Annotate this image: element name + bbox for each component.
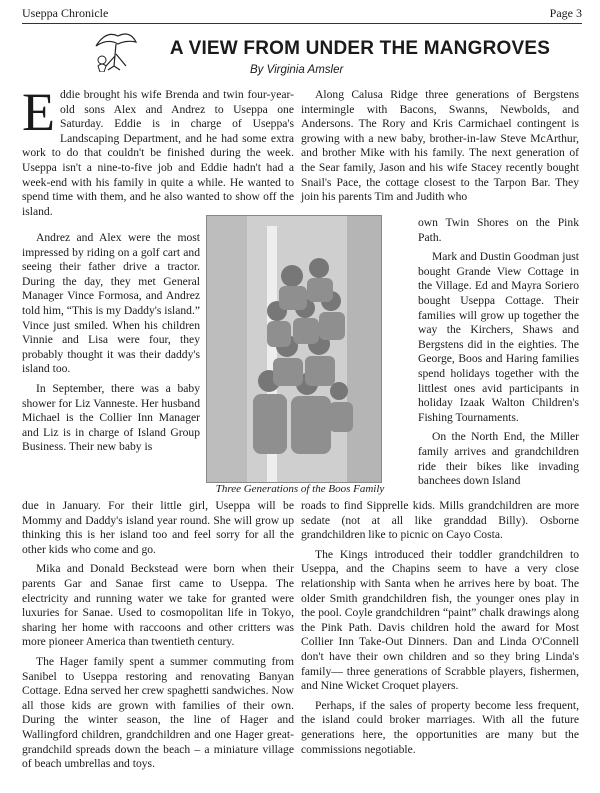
paragraph: On the North End, the Miller family arrives and grandchildren ride their bikes like invading banchees down Island — [418, 430, 579, 488]
family-photo — [206, 215, 382, 483]
paragraph: own Twin Shores on the Pink Path. — [418, 216, 579, 244]
paragraph: roads to find Sipprelle kids. Mills grandchildren are more sedate (not at all like granddad Billy). Osborne grandchildren like to picnic on Cayo Costa. — [301, 499, 579, 542]
column-right-top — [301, 88, 579, 210]
paragraph: Along Calusa Ridge three generations of Bergstens intermingle with Bacons, Swanns, Newbolds, and Andersons. The Rory and Kris Carmichael contingent is growing with a new baby, brother-in-law Steve McArthur, and brother Mike with his family. The next generation of the Sear family, Jason and his wife Stacey recently bought Snail's Pace, the cottage closest to the Tarpon Bar. They join his parents Tim and Judith who — [301, 88, 579, 204]
header-rule — [22, 23, 582, 24]
photo-caption: Three Generations of the Boos Family — [215, 483, 385, 495]
page-number: Page 3 — [549, 6, 582, 20]
publication-name: Useppa Chronicle — [22, 6, 109, 20]
paragraph: Perhaps, if the sales of property become less frequent, the island could broker marriages. With all the future generations here, the opportunities are many but the commissions negotiable. — [301, 698, 579, 756]
column-right-bottom — [301, 499, 579, 762]
byline: By Virginia Amsler — [250, 64, 344, 76]
mangrove-logo-icon — [86, 26, 142, 72]
paragraph: In September, there was a baby shower for Liz Vanneste. Her husband Michael is the Collier Inn Manager and Liz is in charge of Island Group Business. Their new baby is — [22, 381, 200, 454]
column-left-bottom — [22, 499, 294, 777]
paragraph: due in January. For their little girl, Useppa will be Mommy and Daddy's island year round. She will grow up thinking this is her island too and feel sorry for all the other kids who come and go. — [22, 499, 294, 556]
column-left-narrow — [22, 231, 200, 460]
paragraph: ddie brought his wife Brenda and twin four-year-old sons Alex and Andrez to Useppa one Saturday. Eddie is in charge of Useppa's Landscaping Department, and he had some extra work to do that couldn't be finished during the week. Useppa isn't a nine-to-five job and Eddie hadn't had a week-end with his family in quite a while. He wanted to spend time with them, and he also wanted to show off the island. — [22, 88, 294, 218]
column-left-top — [22, 82, 294, 224]
paragraph: Andrez and Alex were the most impressed by riding on a golf cart and seeing their father drive a tractor. During the day, they met General Manager Vince Formosa, and Andrez told him, “This is my Daddy's island.” Vince just smiled. When his children Vinnie and Lisa were four, they probably thought it was their daddy's island too. — [22, 231, 200, 376]
paragraph: Mark and Dustin Goodman just bought Grande View Cottage in the Village. Ed and Mayra Soriero bought Useppa Cottage. Their families will grow up together the way the Kirchers, Shaws and Bergstens did in the eighties. The George, Boos and Haring families spend holidays together with the littlest ones avid participants in holiday Izaak Walton Children's Fishing Tournaments. — [418, 250, 579, 424]
drop-cap: E — [22, 82, 55, 142]
article-title: A VIEW FROM UNDER THE MANGROVES — [169, 38, 551, 59]
column-right-narrow — [418, 216, 579, 494]
paragraph: The Kings introduced their toddler grandchildren to Useppa, and the Chapins seem to have a very close relationship with Santa when he arrives here by boat. The older Smith grandchildren fish, the younger ones play in the pool. Coyle grandchildren “paint” chalk drawings along the Pink Path. Davis children hold the award for Most Collier Inn Take-Out Dinners. Dan and Linda O'Connell don't have their own children and so they bring Linda's family— three generations of Scrabble players, fishermen, and Nine Wicket Croquet players. — [301, 547, 579, 693]
paragraph: The Hager family spent a summer commuting from Sanibel to Useppa restoring and renovating Banyan Cottage. Edna served her crew spaghetti sandwiches. Now all those kids are grown with families of their own. During the winter season, the line of Hager and Wallingford children, grandchildren and one Hager great-grandchild spreads down the beach – a miniature village of beach umbrellas and toys. — [22, 654, 294, 771]
paragraph: Mika and Donald Beckstead were born when their parents Gar and Sanae first came to Useppa. The electricity and running water we take for granted were luxuries for Sanae. Used to cosmopolitan life in Tokyo, sharing her home with raccoons and other critters was more pioneer America than twentieth century. — [22, 562, 294, 649]
